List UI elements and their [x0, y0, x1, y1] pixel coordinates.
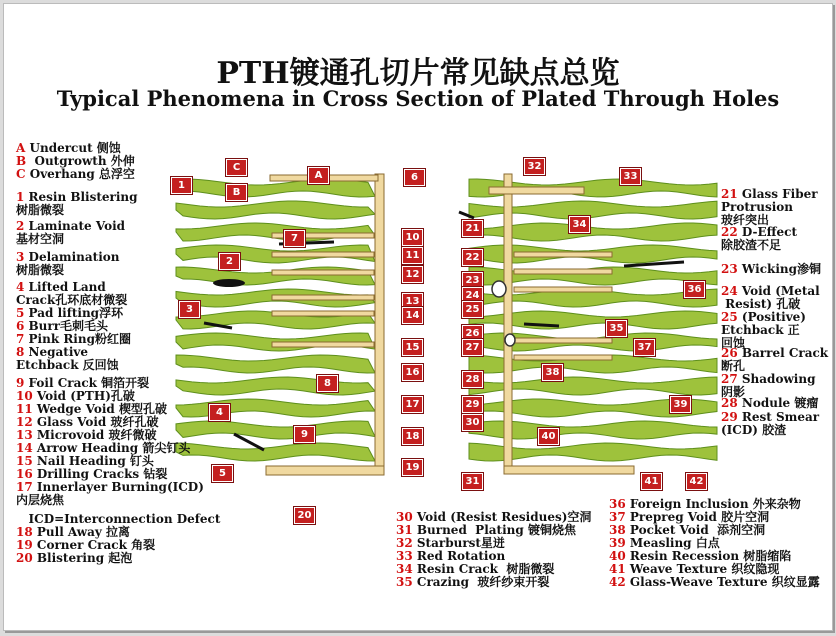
legend-number: 14	[16, 441, 37, 455]
defect-marker: 33	[620, 168, 641, 185]
legend-text: Rest Smear (ICD) 胶渣	[721, 410, 820, 437]
right-barrel-wall	[504, 174, 512, 474]
defect-marker: 2	[219, 253, 240, 270]
right-inner-layer	[514, 355, 612, 360]
left-inner-layer	[272, 270, 374, 275]
legend-text: Barrel Crack 断孔	[721, 346, 829, 373]
defect-marker: 23	[462, 272, 483, 289]
page-title-english: Typical Phenomena in Cross Section of Plated Through Holes	[56, 86, 780, 111]
defect-marker: 1	[171, 177, 192, 194]
defect-marker: 25	[462, 301, 483, 318]
defect-marker: C	[226, 159, 247, 176]
legend-number: 29	[721, 410, 742, 424]
legend-number: 33	[396, 549, 417, 563]
legend-text: Foreign Inclusion 外来杂物	[629, 497, 801, 511]
defect-marker: 11	[402, 247, 423, 264]
legend-item	[16, 251, 120, 277]
legend-text: Prepreg Void 胶片空洞	[629, 510, 770, 524]
legend-number: 10	[16, 389, 37, 403]
legend-number: 17	[16, 480, 37, 494]
right-bottom-land	[504, 466, 634, 474]
defect-marker: 9	[294, 426, 315, 443]
legend-item	[721, 285, 820, 311]
legend-text: Glass Void 玻纤孔破	[36, 415, 159, 429]
defect-marker: 42	[686, 473, 707, 490]
legend-text: Shadowing 阴影	[721, 372, 816, 399]
defect-marker: 15	[402, 339, 423, 356]
legend-number: 31	[396, 523, 417, 537]
legend-number	[16, 512, 29, 526]
defect-marker: 41	[641, 473, 662, 490]
left-inner-layer	[272, 342, 374, 347]
defect-marker: 35	[606, 320, 627, 337]
legend-number: 26	[721, 346, 742, 360]
legend-text: Microvoid 玻纤微破	[36, 428, 157, 442]
legend-text: Blistering 起泡	[36, 551, 133, 565]
legend-text: Resin Blistering 树脂微裂	[16, 190, 138, 217]
legend-number: 42	[609, 575, 630, 589]
legend-number: 12	[16, 415, 37, 429]
defect-marker: 26	[462, 325, 483, 342]
defect-marker: 38	[542, 364, 563, 381]
legend-number: 27	[721, 372, 742, 386]
legend-text: Pad lifting浮环	[28, 306, 124, 320]
legend-text: Foil Crack 铜箔开裂	[28, 376, 150, 390]
legend-number: 6	[16, 319, 29, 333]
legend-text: Void (Metal Resist) 孔破	[725, 284, 820, 311]
legend-text: Resin Recession 树脂缩陷	[629, 549, 792, 563]
defect-marker: 8	[317, 375, 338, 392]
legend-item	[16, 552, 132, 565]
legend-text: ICD=Interconnection Defect	[28, 512, 221, 526]
barrel-void	[492, 281, 506, 297]
legend-text: Corner Crack 角裂	[36, 538, 156, 552]
defect-marker: 18	[402, 428, 423, 445]
legend-number: C	[16, 167, 30, 181]
slide	[3, 3, 833, 631]
defect-marker: 7	[284, 230, 305, 247]
legend-item	[16, 281, 127, 307]
right-inner-layer	[514, 338, 612, 343]
legend-number: 24	[721, 284, 742, 298]
legend-number: 8	[16, 345, 29, 359]
legend-item	[16, 481, 204, 507]
page-title-chinese: PTH镀通孔切片常见缺点总览	[216, 56, 620, 91]
defect-marker: 32	[524, 158, 545, 175]
left-inner-layer	[272, 252, 374, 257]
legend-text: Pink Ring粉红圈	[28, 332, 131, 346]
legend-text: Burned Plating 镀铜烧焦	[416, 523, 576, 537]
legend-item	[721, 263, 821, 276]
defect-marker: 5	[212, 465, 233, 482]
defect-marker: 37	[634, 339, 655, 356]
legend-text: Drilling Cracks 钻裂	[36, 467, 168, 481]
legend-text: Nail Heading 钉头	[36, 454, 154, 468]
defect-marker: 39	[670, 396, 691, 413]
legend-text: Pull Away 拉离	[36, 525, 131, 539]
legend-number: 11	[16, 402, 37, 416]
defect-marker: 29	[462, 396, 483, 413]
defect-marker: 13	[402, 293, 423, 310]
legend-text: Delamination 树脂微裂	[16, 250, 120, 277]
legend-number: B	[16, 154, 31, 168]
laminate-void	[213, 279, 245, 287]
legend-number: 1	[16, 190, 29, 204]
legend-item	[721, 311, 806, 350]
defect-marker: 4	[209, 404, 230, 421]
nodule-void	[505, 334, 515, 346]
legend-number: 22	[721, 225, 742, 239]
legend-text: Overhang 总浮空	[29, 167, 135, 181]
legend-number: 4	[16, 280, 29, 294]
legend-item	[16, 168, 135, 181]
defect-marker: 30	[462, 414, 483, 431]
legend-number: 15	[16, 454, 37, 468]
legend-text: Glass-Weave Texture 织纹显露	[629, 575, 820, 589]
legend-number: 19	[16, 538, 37, 552]
legend-item	[16, 346, 119, 372]
legend-number: 13	[16, 428, 37, 442]
legend-number: 18	[16, 525, 37, 539]
defect-marker: 20	[294, 507, 315, 524]
legend-item	[721, 226, 797, 252]
defect-marker: B	[226, 184, 247, 201]
legend-text: Innerlayer Burning(ICD) 内层烧焦	[16, 480, 204, 507]
legend-text: Undercut 侧蚀	[29, 141, 121, 155]
legend-number: 5	[16, 306, 29, 320]
legend-number: 23	[721, 262, 742, 276]
legend-text: Weave Texture 织纹隐现	[629, 562, 780, 576]
legend-text: Laminate Void 基材空洞	[16, 219, 126, 246]
defect-marker: 16	[402, 364, 423, 381]
legend-text: Outgrowth 外伸	[30, 154, 135, 168]
legend-number: 21	[721, 187, 742, 201]
left-inner-layer	[272, 311, 374, 316]
left-inner-layer	[272, 295, 374, 300]
legend-number: 36	[609, 497, 630, 511]
legend-text: Void (PTH)孔破	[36, 389, 135, 403]
legend-text: Void (Resist Residues)空洞	[416, 510, 592, 524]
legend-number: 35	[396, 575, 417, 589]
legend-number: 9	[16, 376, 29, 390]
defect-marker: 3	[179, 301, 200, 318]
right-inner-layer	[514, 252, 612, 257]
defect-marker: A	[308, 167, 329, 184]
legend-number: 20	[16, 551, 37, 565]
legend-text: Glass Fiber Protrusion 玻纤突出	[721, 187, 818, 227]
legend-number: 39	[609, 536, 630, 550]
legend-text: Red Rotation	[416, 549, 506, 563]
legend-number: 16	[16, 467, 37, 481]
legend-item	[721, 411, 819, 437]
legend-text: Resin Crack 树脂微裂	[416, 562, 555, 576]
legend-number: 34	[396, 562, 417, 576]
legend-number: A	[16, 141, 30, 155]
defect-marker: 24	[462, 287, 483, 304]
defect-marker: 12	[402, 266, 423, 283]
legend-text: Negative Etchback 反回蚀	[16, 345, 119, 372]
defect-marker: 28	[462, 371, 483, 388]
legend-text: Crazing 玻纤纱束开裂	[416, 575, 550, 589]
legend-text: Measling 白点	[629, 536, 720, 550]
defect-marker: 21	[462, 220, 483, 237]
left-bottom-land	[266, 466, 384, 475]
defect-marker: 6	[404, 169, 425, 186]
legend-number: 40	[609, 549, 630, 563]
legend-number: 37	[609, 510, 630, 524]
legend-item	[396, 576, 549, 589]
defect-marker: 17	[402, 396, 423, 413]
defect-crack	[524, 324, 559, 326]
legend-number: 41	[609, 562, 630, 576]
legend-text: Wedge Void 楔型孔破	[36, 402, 167, 416]
left-barrel-wall	[375, 174, 384, 474]
legend-text: Lifted Land Crack孔环底材微裂	[16, 280, 128, 307]
legend-text: Nodule 镀瘤	[741, 396, 819, 410]
legend-text: Starburst星迸	[416, 536, 505, 550]
legend-number: 30	[396, 510, 417, 524]
legend-number: 2	[16, 219, 29, 233]
defect-marker: 34	[569, 216, 590, 233]
legend-item	[16, 220, 125, 246]
legend-number: 7	[16, 332, 29, 346]
defect-marker: 27	[462, 339, 483, 356]
legend-number: 38	[609, 523, 630, 537]
defect-marker: 31	[462, 473, 483, 490]
legend-item	[721, 188, 818, 227]
legend-text: Pocket Void 添剂空洞	[629, 523, 766, 537]
legend-text: (Positive) Etchback 正 回蚀	[721, 310, 806, 350]
right-inner-layer	[514, 287, 612, 292]
legend-item	[721, 397, 818, 410]
defect-marker: 10	[402, 229, 423, 246]
defect-marker: 40	[538, 428, 559, 445]
legend-number: 25	[721, 310, 742, 324]
legend-text: Burr毛刺毛头	[28, 319, 109, 333]
legend-text: Arrow Heading 箭尖钉头	[36, 441, 191, 455]
legend-item	[16, 191, 138, 217]
right-top-land	[489, 187, 584, 194]
defect-marker: 19	[402, 459, 423, 476]
legend-number: 3	[16, 250, 29, 264]
legend-text: Wicking渗铜	[741, 262, 822, 276]
legend-number: 32	[396, 536, 417, 550]
legend-text: D-Effect 除胶渣不足	[721, 225, 797, 252]
defect-marker: 14	[402, 307, 423, 324]
defect-marker: 22	[462, 249, 483, 266]
legend-number: 28	[721, 396, 742, 410]
legend-item	[609, 576, 820, 589]
defect-marker: 36	[684, 281, 705, 298]
legend-item	[721, 347, 828, 373]
right-inner-layer	[514, 269, 612, 274]
